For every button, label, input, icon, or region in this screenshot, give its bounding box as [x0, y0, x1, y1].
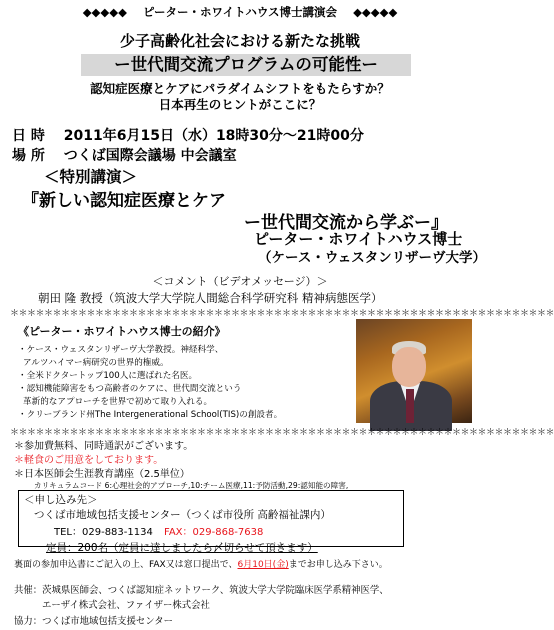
- banner-left-ornament: ◆◆◆◆◆: [82, 5, 127, 19]
- apply-tel: TEL：029-883-1134: [54, 527, 153, 538]
- profile-item: ・ケース・ウェスタンリザーヴ大学教授。神経科学、: [18, 345, 224, 355]
- note-curriculum: カリキュラムコード 6:心理社会的アプローチ,10:チーム医療,11:予防活動,29:認知能の障害,: [34, 481, 349, 490]
- profile-item: ・クリーブランド州The Intergenerational School(TIS)の創設者。: [18, 410, 283, 420]
- lecture-title-line-1: 『新しい認知症医療とケア: [22, 191, 226, 211]
- profile-heading: 《ピーター・ホワイトハウス博士の紹介》: [18, 325, 226, 338]
- speaker-affiliation: （ケース・ウェスタンリザーヴ大学）: [258, 250, 487, 266]
- date-label: 日 時: [12, 128, 45, 144]
- profile-item: アルツハイマー病研究の世界的権威。: [23, 358, 169, 368]
- apply-heading: ＜申し込み先＞: [24, 494, 98, 506]
- apply-org: つくば市地域包括支援センター（つくば市役所 高齢福祉課内）: [34, 509, 331, 521]
- cooperation: 協力：つくば市地域包括支援センター: [14, 616, 174, 627]
- speaker-photo: [356, 319, 472, 423]
- divider-stars-top: ＊＊＊＊＊＊＊＊＊＊＊＊＊＊＊＊＊＊＊＊＊＊＊＊＊＊＊＊＊＊＊＊＊＊＊＊＊＊＊＊＊＊＊＊＊＊＊＊＊＊＊＊＊＊＊＊＊＊＊＊＊＊＊＊: [10, 309, 554, 319]
- subtitle-question-2: 日本再生のヒントがここに？: [158, 97, 322, 112]
- subtitle-question-1: 認知症医療とケアにパラダイムシフトをもたらすか？: [90, 81, 390, 96]
- divider-stars-bottom: ＊＊＊＊＊＊＊＊＊＊＊＊＊＊＊＊＊＊＊＊＊＊＊＊＊＊＊＊＊＊＊＊＊＊＊＊＊＊＊＊＊＊＊＊＊＊＊＊＊＊＊＊＊＊＊＊＊＊＊＊＊＊＊＊: [10, 428, 554, 438]
- note-credit: ＊日本医師会生涯教育講座（2.5単位）: [14, 469, 190, 480]
- capacity-text: 定員：200名（定員に達しましたら〆切らせて頂きます）: [46, 542, 318, 554]
- note-meal: ＊軽食のご用意をしております。: [14, 455, 164, 466]
- commenter: 朝田 隆 教授（筑波大学大学院人間総合科学研究科 精神病態医学）: [38, 291, 383, 305]
- apply-fax: FAX：029-868-7638: [164, 527, 264, 538]
- banner: [0, 4, 480, 20]
- apply-deadline: [14, 557, 388, 570]
- lecture-tag: ＜特別講演＞: [44, 168, 138, 186]
- place-value: つくば国際会議場 中会議室: [63, 148, 237, 164]
- speaker-name: ピーター・ホワイトハウス博士: [254, 230, 463, 248]
- profile-item: 革新的なアプローチを世界で初めて取り入れる。: [23, 397, 213, 407]
- lead-text: 少子高齢化社会における新たな挑戦: [119, 32, 360, 50]
- note-free: ＊参加費無料、同時通訳がございます。: [14, 441, 194, 452]
- event-place: [12, 145, 237, 165]
- deadline-pre: 裏面の参加申込書にご記入の上、FAX又は窓口提出で、: [14, 560, 238, 570]
- apply-capacity: [46, 540, 318, 555]
- banner-right-ornament: ◆◆◆◆◆: [353, 5, 398, 19]
- page-title: ー世代間交流プログラムの可能性ー: [81, 54, 411, 76]
- place-label: 場 所: [12, 148, 45, 164]
- profile-item: ・認知機能障害をもつ高齢者のケアに、世代間交流という: [18, 384, 242, 394]
- event-date: [12, 125, 364, 145]
- comment-heading: ＜コメント（ビデオメッセージ）＞: [152, 275, 328, 288]
- sponsors-line-1: 共催：茨城県医師会、つくば認知症ネットワーク、筑波大学大学院臨床医学系精神医学、: [14, 585, 389, 596]
- deadline-post: までお申し込み下さい。: [288, 560, 388, 570]
- date-value: 2011年6月15日（水）18時30分～21時00分: [63, 128, 364, 144]
- deadline-date: 6月10日(金): [237, 560, 289, 570]
- banner-text: ピーター・ホワイトハウス博士講演会: [142, 5, 338, 19]
- profile-item: ・全米ドクタートップ100人に選ばれた名医。: [18, 371, 198, 381]
- sponsors-line-2: エーザイ株式会社、ファイザー株式会社: [42, 600, 210, 611]
- lecture-title-line-2: ー世代間交流から学ぶー』: [244, 213, 448, 233]
